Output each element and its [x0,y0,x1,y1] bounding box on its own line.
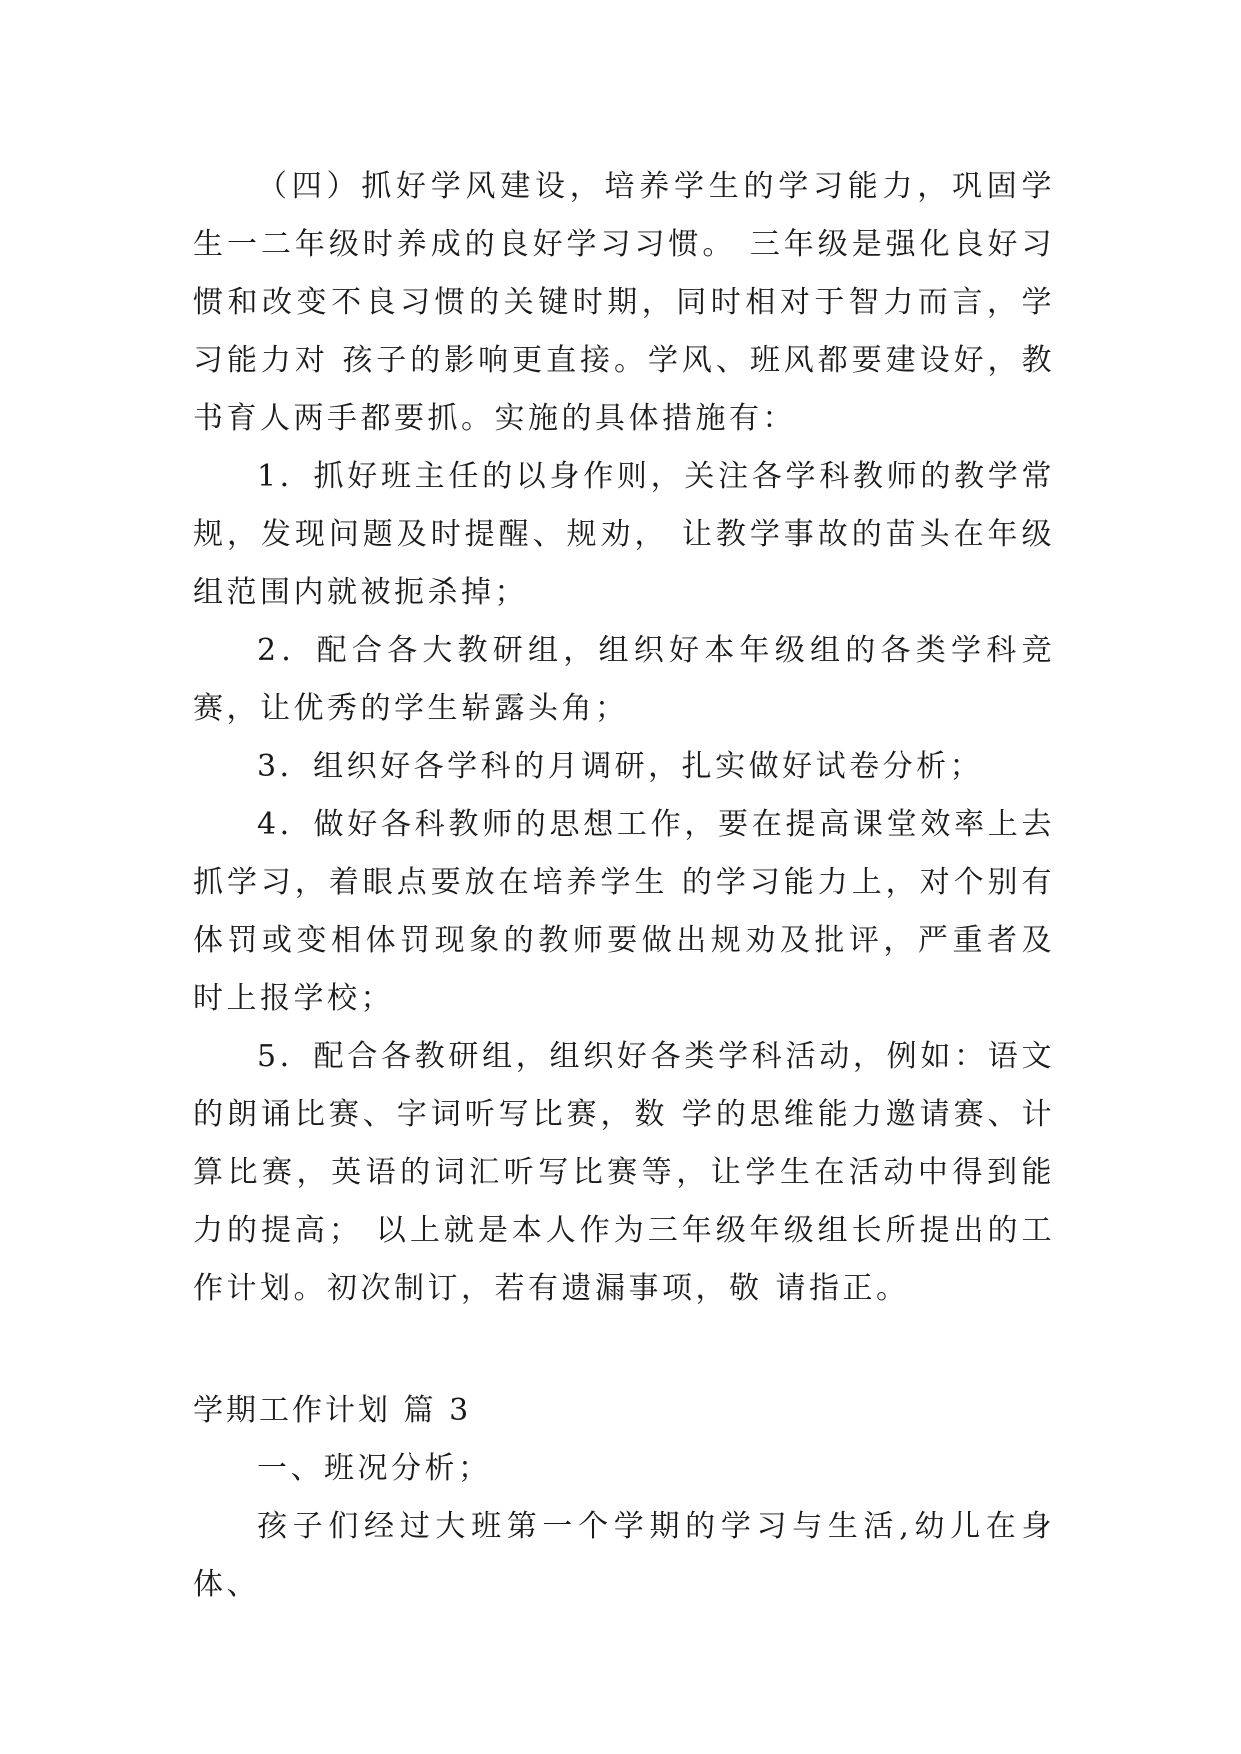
section-spacer [193,1318,1055,1382]
paragraph-class-analysis: 一、班况分析； [257,1451,492,1486]
paragraph-study-style: （四）抓好学风建设，培养学生的学习能力，巩固学生一二年级时养成的良好学习习惯。 三年级是强化良好习惯和改变不良习惯的关键时期，同时相对于智力而言，学习能力对 孩子的影响更直接。学风、班风都要建设好，教书育人两手都要抓。实施的具体措施有： [193,169,1055,436]
document-body [193,158,1055,1614]
paragraph-measure-3: 3．组织好各学科的月调研，扎实做好试卷分析； [257,749,984,784]
paragraph-class-intro: 孩子们经过大班第一个学期的学习与生活,幼儿在身体、 [193,1509,1055,1602]
section-heading: 学期工作计划 篇 3 [193,1393,472,1428]
paragraph-measure-4: 4．做好各科教师的思想工作，要在提高课堂效率上去抓学习，着眼点要放在培养学生 的学习能力上，对个别有体罚或变相体罚现象的教师要做出规劝及批评，严重者及时上报学校； [193,807,1055,1016]
paragraph-measure-1: 1．抓好班主任的以身作则，关注各学科教师的教学常规，发现问题及时提醒、规劝， 让教学事故的苗头在年级组范围内就被扼杀掉； [193,459,1055,610]
paragraph-measure-5: 5．配合各教研组，组织好各类学科活动，例如：语文的朗诵比赛、字词听写比赛，数 学的思维能力邀请赛、计算比赛，英语的词汇听写比赛等，让学生在活动中得到能力的提高； 以上就是本人作为三年级年级组长所提出的工作计划。初次制订，若有遗漏事项，敬 请指正。 [193,1039,1055,1306]
paragraph-measure-2: 2．配合各大教研组，组织好本年级组的各类学科竞赛，让优秀的学生崭露头角； [193,633,1055,726]
